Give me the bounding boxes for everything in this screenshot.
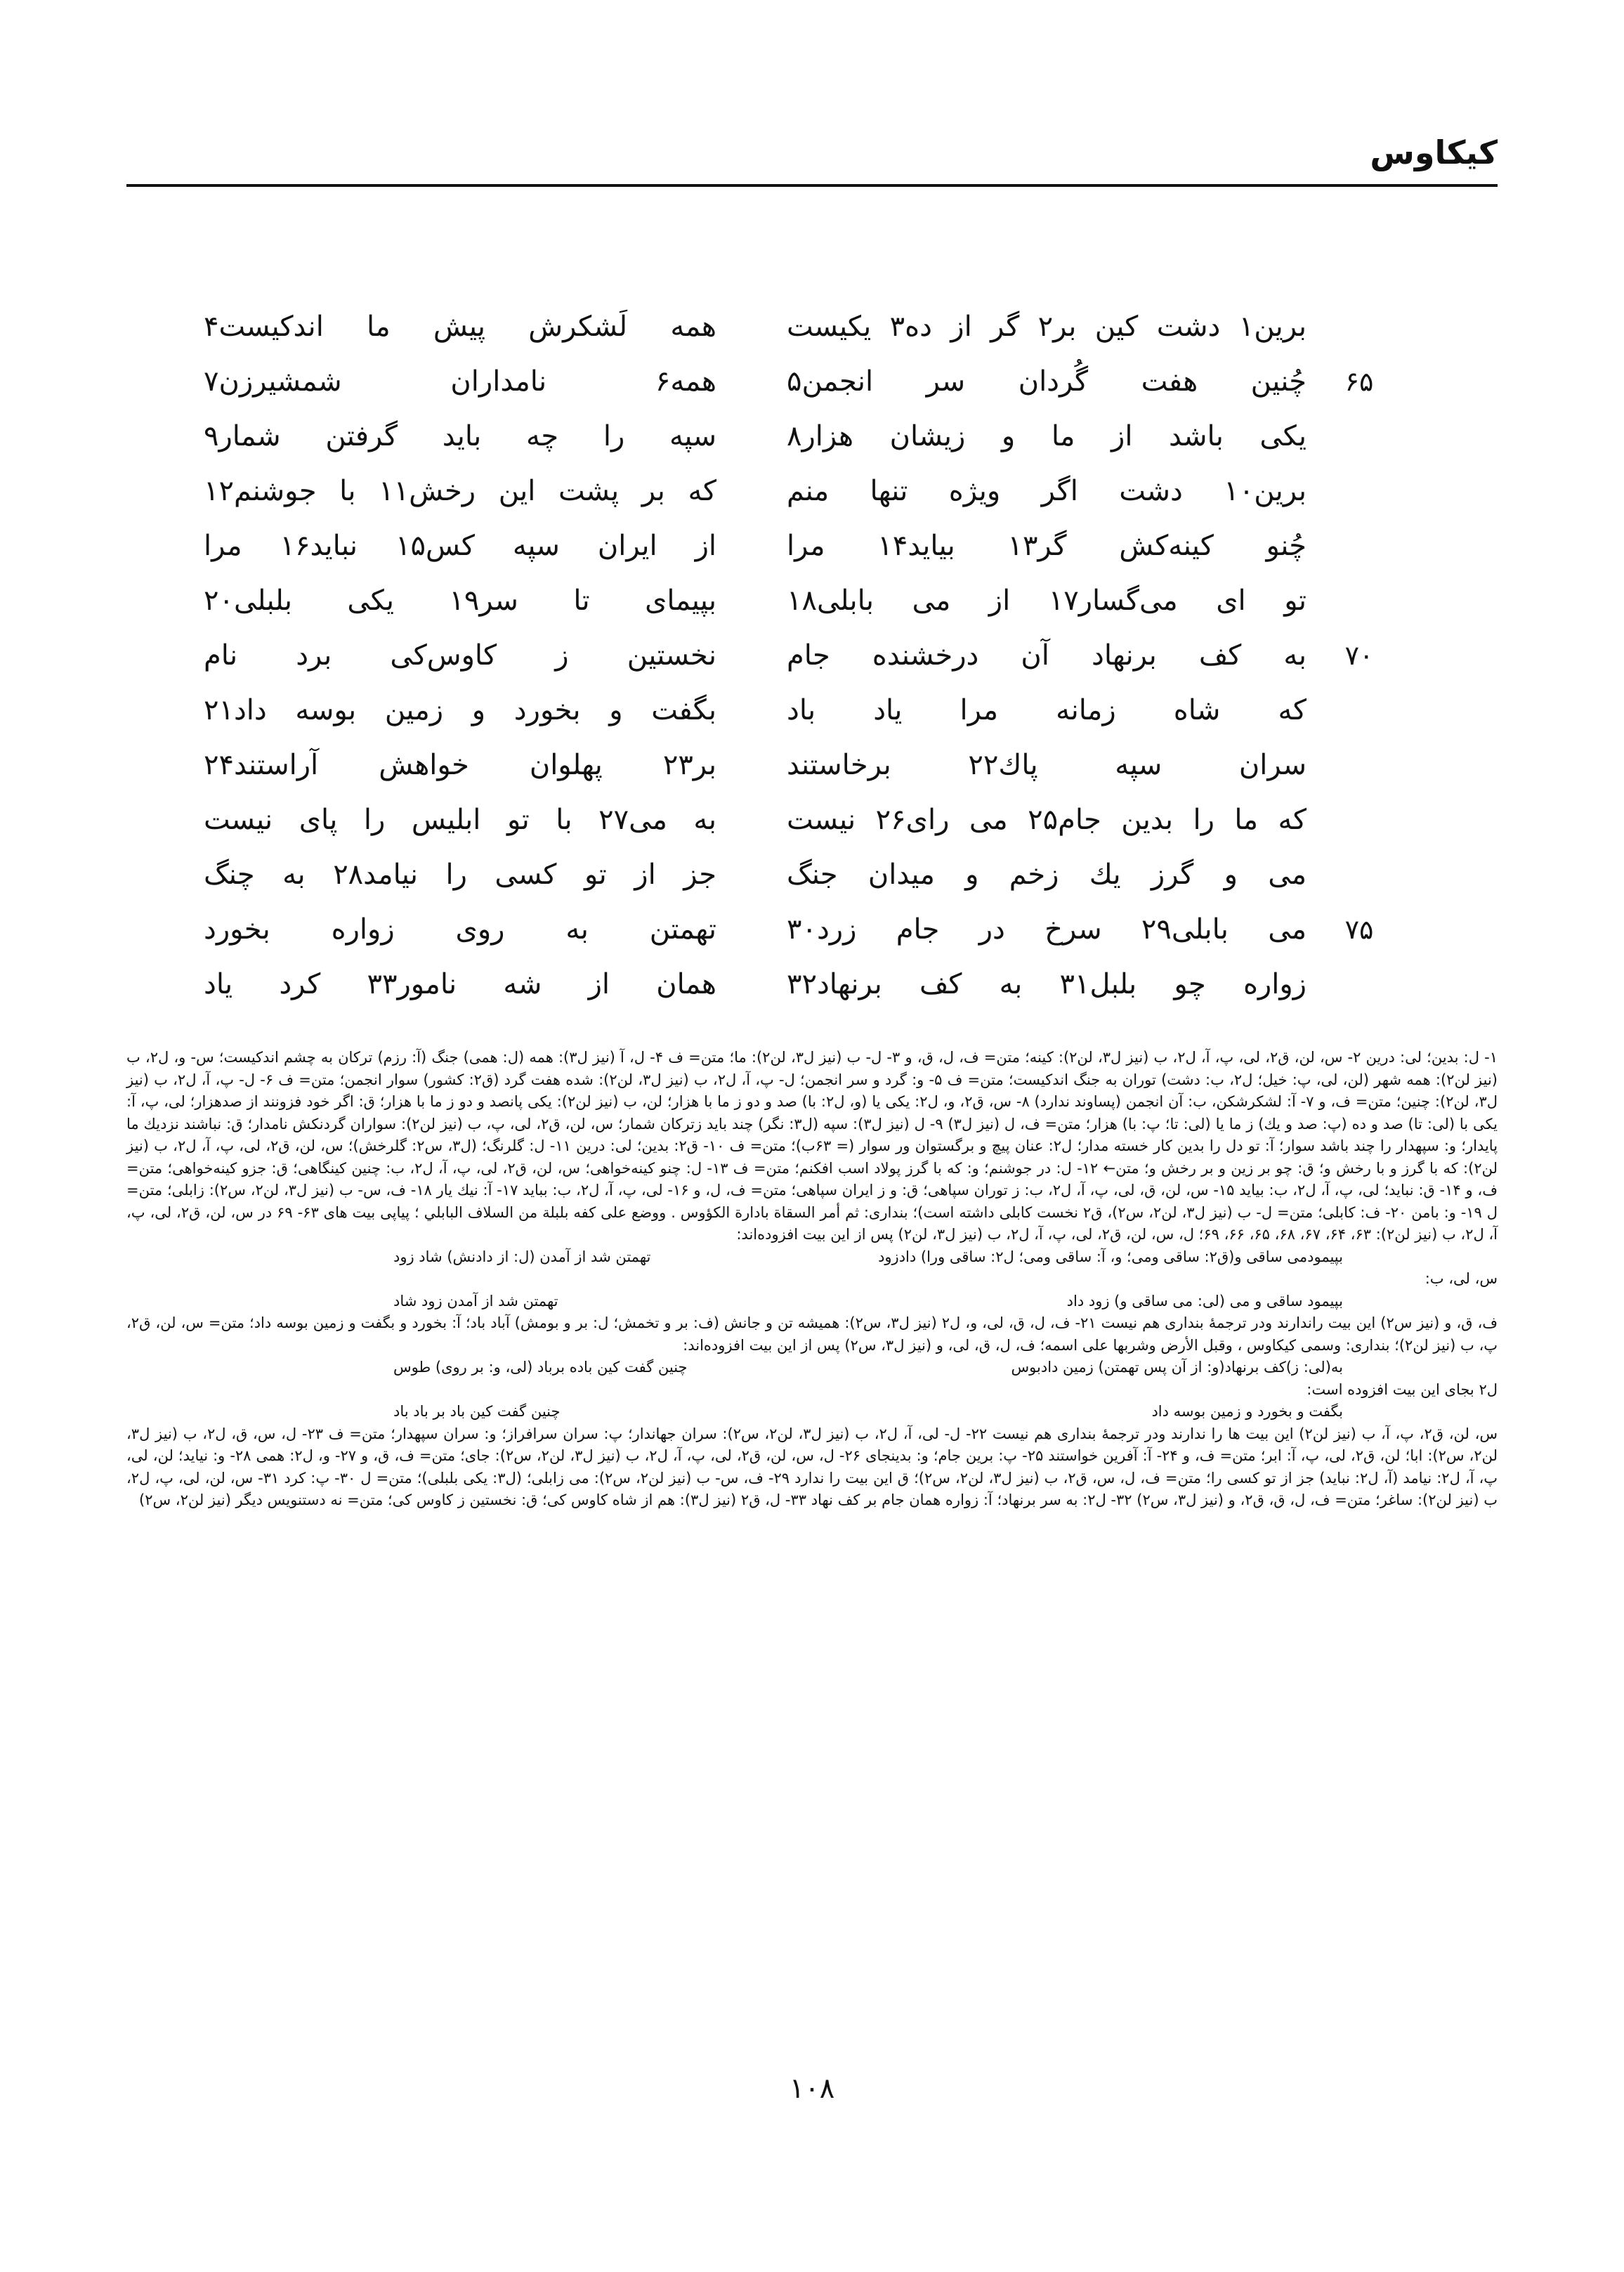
verse-hemistich-1: که شاه زمانه مرا یاد باد <box>787 694 1307 726</box>
footnote-paragraph: ۱- ل: بدین؛ لی: درین ۲- س، لن، ق۲، لی، پ، آ، ل۲، ب (نیز ل۳، لن۲): کینه؛ متن= ف، ل، ق، و ۳- ل- ب (نیز ل۳، لن۲): ما؛ متن= ف ۴- ل، آ (نیز ل۳): همه (ل: همی) جنگ (آ: رزم) ترکان به چشم اندکیست؛ س- و، ل۲، ب (نیز لن۲): همه شهر (لن، لی، پ: خیل؛ ل۲، ب: دشت) توران به جنگ اندکیست؛ متن= ف ۵- و: گرد و سر انجمن؛ ل- پ، آ، ل۲، ب (نیز ل۳، لن۲): شده هفت گرد (ق۲: کشور) سوار انجمن؛ متن= ف ۶- ل- پ، آ، ل۲، ب (نیز ل۳، لن۲): چنین؛ متن= ف، و ۷- آ: لشکرشکن، ب: آن انجمن (پساوند ندارد) ۸- س، ق۲، و، ل۲: یکی یا (و، ل۲: با) صد و دو ز ما با هزار؛ لن، ب (نیز لن۲): یکی پانصد و دو ز ما با هزار؛ ق: اگر خود فزونند از صدهزار؛ لی، پ، آ: یکی با (لی: تا) صد و ده (پ: صد و یك) ز ما یا (لی: تا؛ پ: با) هزار؛ متن= ف، ل (نیز ل۳) ۹- ل (نیز ل۳): سپه (ل۳: نگر) چند باید زترکان شمار؛ س، لن، ق۲، لی، پ، ب (نیز لن۲): سواران گردنکش نامدار؛ ق: نباشند نزدیك ما پایدار؛ و: سپهدار را چند باشد سوار؛ آ: تو دل را بدین کار خسته مدار؛ ل۲: عنان پیچ و برگستوان ور سوار (= ۶۳ب)؛ متن= ف ۱۰- ق۲: بدین؛ لی: درین ۱۱- ل: گلرنگ؛ (ل۳، س۲: گلرخش)؛ س، لن، ق۲، لی، پ، آ، ل۲، ب (نیز لن۲): که با گرز و با رخش و؛ ق: چو بر زین و بر رخش و؛ متن← ۱۲- ل: در جوشنم؛ و: که با گرز پولاد اسب افکنم؛ متن= ف ۱۳- ل: چنو کینه‌خواهی؛ س، لن، ق۲، لی، پ، آ، ل۲، ب: چنین کینگاهی؛ ق: جزو کینه‌خواهی؛ متن= ف، و ۱۴- ق: نباید؛ لی، پ، آ، ل۲، ب: بیاید ۱۵- س، لن، ق، لی، پ، آ، ل۲، ب: ز توران سپاهی؛ ق: و ز ایران سپاهی؛ متن= ف، ل، و ۱۶- لی، پ، آ، ل۲، ب: بباید ۱۷- آ: نیك یار ۱۸- ف، س- ب (نیز ل۳، لن۲، س۲): زابلی؛ متن= ل ۱۹- و: بامن ۲۰- ف: کابلی؛ متن= ل- ب (نیز ل۳، لن۲، س۲)، ق۲ نخست کابلی داشته است)؛ بنداری: ثم أمر السقاة بادارة الكؤوس . ووضع على كفه بلبلة من السلاف البابلي ؛ پیاپی بیت های ۶۳- ۶۹ در س، لن، ق۲، لی، پ، آ، ل۲، ب (نیز لن۲): ۶۳، ۶۴، ۶۷، ۶۸، ۶۵، ۶۶، ۶۹؛ ل، س، لن، ق۲، لی، پ، آ، ل۲، ب (نیز ل۳، لن۲) پس از این بیت افزوده‌اند: <box>126 1049 1498 1243</box>
verse-hemistich-2: به می۲۷ با تو ابلیس را پای نیست <box>204 804 716 836</box>
verse-hemistich-2: چنین گفت کین باد بر باد باد <box>393 1403 561 1420</box>
verse-hemistich-1: بگفت و بخورد و زمین بوسه داد <box>1151 1403 1343 1420</box>
verse-hemistich-2: همه۶ نامداران شمشیرزن۷ <box>204 365 716 398</box>
verse-hemistich-1: زواره چو بلبل۳۱ به کف برنهاد۳۲ <box>787 968 1307 1000</box>
verse-hemistich-1: برین۱۰ دشت اگر ویژه تنها منم <box>787 475 1307 507</box>
couplet <box>204 569 1391 632</box>
couplet <box>204 295 1391 358</box>
verse-hemistich-1: یکی باشد از ما و زیشان هزار۸ <box>787 420 1307 452</box>
couplet <box>204 679 1391 742</box>
verse-hemistich-1: به کف برنهاد آن درخشنده جام <box>787 639 1307 672</box>
verse-hemistich-1: می بابلی۲۹ سرخ در جام زرد۳۰ <box>787 913 1307 946</box>
couplet <box>204 733 1391 797</box>
couplet <box>204 843 1391 906</box>
couplet <box>204 459 1391 523</box>
couplet <box>204 788 1391 851</box>
footnote-paragraph: س، لن، ق۲، پ، آ، ب (نیز لن۲) این بیت ها را ندارند ودر ترجمهٔ بنداری هم نیست ۲۲- ل- لی، آ، ل۲، ب (نیز ل۳، لن۲، س۲): سران جهاندار؛ پ: سران سرافراز؛ و: سران سپهدار؛ متن= ف ۲۳- ل، س، ق، ل۲، ب (نیز ل۳، لن۲، س۲): ابا؛ لن، ق۲، لی، پ، آ: ابر؛ متن= ف، و ۲۴- آ: آفرین خواستند ۲۵- پ: برین جام؛ و: بدینجای ۲۶- ل، س، لن، ق۲، لی، پ، آ، ل۲، ب (نیز ل۳، لن۲، س۲): جای؛ متن= ف، ق، و ۲۷- و، ل۲: همی ۲۸- و: نیاید؛ لن، لی، پ، آ، ل۲: نیامد (آ، ل۲: نباید) جز از تو کسی را؛ متن= ف، ل، س، ق۲، ب (نیز ل۳، لن۲، س۲)؛ ق این بیت را ندارد ۲۹- ف، س- ب (نیز لن۲، س۲): می زابلی؛ (ل۳: یکی بلبلی)؛ متن= ل ۳۰- پ: کرد ۳۱- س، لن، لی، پ، ل۲، ب (نیز لن۲): ساغر؛ متن= ف، ل، ق، ق۲، و (نیز ل۳، س۲) ۳۲- ل۲: به سر برنهاد؛ آ: زواره همان جام بر کف نهاد ۳۳- ل، ق۲ (نیز ل۳): هم از شاه کاوس کی؛ ق: نخستین ز کاوس کی؛ متن= نه دستنویس دیگر (نیز لن۲، س۲) <box>126 1425 1498 1508</box>
couplet <box>204 624 1391 687</box>
footnote-paragraph: ل۲ بجای این بیت افزوده است: <box>1307 1380 1498 1398</box>
footnote-paragraph: س، لی، ب: <box>1425 1270 1498 1287</box>
verse-hemistich-2: تهمتن شد از آمدن زود شاد <box>393 1292 558 1310</box>
verse-hemistich-1: تو ای می‌گسار۱۷ از می بابلی۱۸ <box>787 585 1307 617</box>
verse-hemistich-2: همان از شه نامور۳۳ کرد یاد <box>204 968 716 1000</box>
footnotes <box>126 1047 1498 1512</box>
verse-hemistich-2: جز از تو کسی را نیامد۲۸ به چنگ <box>204 858 716 891</box>
couplet <box>204 953 1391 1016</box>
verse-hemistich-2: بر۲۳ پهلوان خواهش آراستند۲۴ <box>204 749 716 781</box>
page-title: کیکاوس <box>1370 133 1498 171</box>
verse-number: ۷۰ <box>1344 640 1374 671</box>
verse-hemistich-1: چُنو کینه‌کش گر۱۳ بیاید۱۴ مرا <box>787 530 1307 562</box>
header-divider <box>126 184 1498 187</box>
verse-hemistich-2: بگفت و بخورد و زمین بوسه داد۲۱ <box>204 694 716 726</box>
verse-hemistich-2: تهمتن شد از آمدن (ل: از دادنش) شاد زود <box>393 1248 651 1265</box>
verse-hemistich-2: که بر پشت این رخش۱۱ با جوشنم۱۲ <box>204 475 716 507</box>
verse-hemistich-2: همه لَشکرش پیش ما اندکیست۴ <box>204 311 716 343</box>
verse-number: ۶۵ <box>1344 366 1374 397</box>
inline-verse <box>126 1401 1498 1423</box>
verse-hemistich-1: سران سپه پاك۲۲ برخاستند <box>787 749 1307 781</box>
verse-hemistich-1: به(لی: ز)کف برنهاد(و: از آن پس تهمتن) زمین دادبوس <box>1011 1359 1343 1376</box>
verse-hemistich-1: بپیمود ساقی و می (لی: می ساقی و) زود داد <box>1066 1292 1343 1310</box>
verse-hemistich-1: چُنین هفت گُردان سر انجمن۵ <box>787 365 1307 398</box>
verse-hemistich-2: سپه را چه باید گرفتن شمار۹ <box>204 420 716 452</box>
inline-verse <box>126 1357 1498 1379</box>
verse-hemistich-2: چنین گفت کین باده برباد (لی، و: بر روی) طوس <box>393 1359 688 1376</box>
footnote-paragraph: ف، ق، و (نیز س۲) این بیت راندارند ودر ترجمهٔ بنداری هم نیست ۲۱- ف، ل، ق، لی، و، ل۲ (نیز ل۳، س۲): همیشه تن و جانش (ف: بر و تخمش؛ ل: بر و بومش) آباد باد؛ آ: بخورد و بگفت و زمین بوسه داد؛ متن= س، لن، ق۲، پ، ب (نیز لن۲)؛ بنداری: وسمى كيكاوس ، وقبل الأرض وشربها على اسمه؛ ف، ل، ق، لی، و (نیز ل۳، س۲) پس از این بیت افزوده‌اند: <box>126 1314 1498 1354</box>
verse-number: ۷۵ <box>1344 914 1374 945</box>
inline-verse <box>126 1246 1498 1269</box>
couplet <box>204 405 1391 468</box>
verse-hemistich-2: بپیمای تا سر۱۹ یکی بلبلی۲۰ <box>204 585 716 617</box>
verse-hemistich-2: از ایران سپه کس۱۵ نباید۱۶ مرا <box>204 530 716 562</box>
verse-hemistich-1: می و گرز یك زخم و میدان جنگ <box>787 858 1307 891</box>
couplet <box>204 898 1391 961</box>
couplet <box>204 350 1391 413</box>
verse-hemistich-1: که ما را بدین جام۲۵ می رای۲۶ نیست <box>787 804 1307 836</box>
poem-block <box>204 295 1391 1012</box>
verse-hemistich-1: برین۱ دشت کین بر۲ گر از ده۳ یکیست <box>787 311 1307 343</box>
verse-hemistich-2: تهمتن به روی زواره بخورد <box>204 913 716 946</box>
verse-hemistich-2: نخستین ز کاوس‌کی برد نام <box>204 639 716 672</box>
page-number: ۱۰۸ <box>789 2072 835 2105</box>
inline-verse <box>126 1291 1498 1313</box>
verse-hemistich-1: بپیمودمی ساقی و(ق۲: ساقی ومی؛ و، آ: ساقی ومی؛ ل۲: ساقی ورا) دادزود <box>878 1248 1343 1265</box>
couplet <box>204 514 1391 577</box>
